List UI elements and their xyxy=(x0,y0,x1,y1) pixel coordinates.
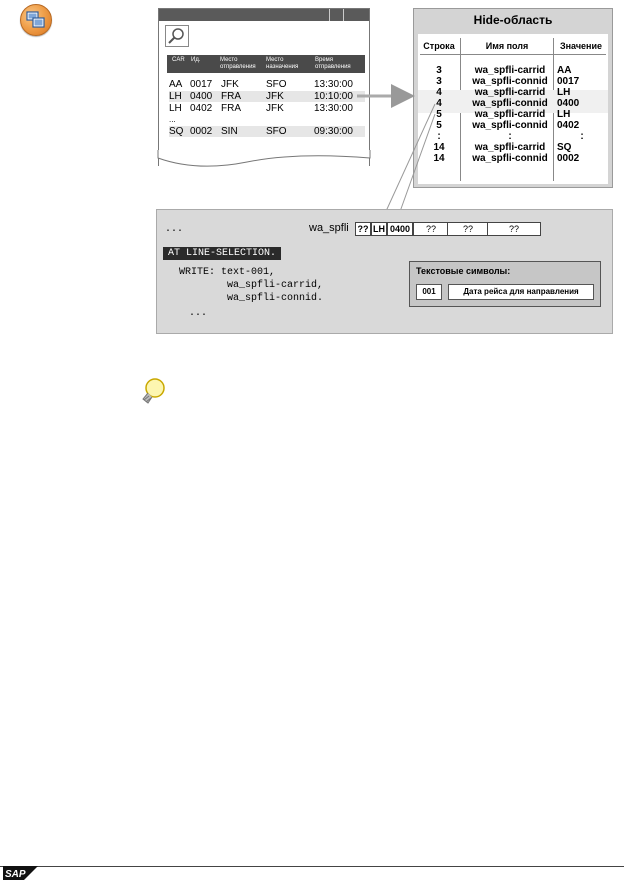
cell-time: 13:30:00 xyxy=(314,79,353,90)
write-line: WRITE: text-001, xyxy=(179,267,276,278)
cell-to: SFO xyxy=(266,126,287,137)
list-ellipsis: ... xyxy=(169,115,176,124)
sap-logo xyxy=(3,866,38,880)
hide-cell-value: AA xyxy=(557,65,572,76)
text-symbol-id: 001 xyxy=(416,284,442,300)
wa-cell: ?? xyxy=(447,222,488,236)
hide-cell-line: 5 xyxy=(436,120,442,131)
lightbulb-icon xyxy=(140,377,166,407)
wa-cell: LH xyxy=(373,224,385,234)
hide-cell-value: 0017 xyxy=(557,76,580,87)
hide-cell-field: wa_spfli-connid xyxy=(472,76,548,87)
cell-to: JFK xyxy=(266,103,284,114)
svg-text:SAP: SAP xyxy=(5,869,26,880)
hide-cell-value: SQ xyxy=(557,142,572,153)
hide-cell-value: 0402 xyxy=(557,120,580,131)
arrow-carrid xyxy=(382,104,435,220)
wa-cell: 0400 xyxy=(387,222,413,236)
cell-to: SFO xyxy=(266,79,287,90)
hide-cell-line: 3 xyxy=(436,76,442,87)
wa-cell: ?? xyxy=(413,222,448,236)
hide-header-line: Строка xyxy=(423,41,455,51)
hide-cell-field: wa_spfli-carrid xyxy=(474,65,546,76)
work-area-label: wa_spfli xyxy=(309,222,349,234)
hide-header-value: Значение xyxy=(559,41,603,51)
hide-cell-value: 0002 xyxy=(557,153,580,164)
cell-carrier: SQ xyxy=(169,126,184,137)
code-ellipsis-bottom: ... xyxy=(189,308,208,319)
cell-from: SIN xyxy=(221,126,238,137)
cell-carrier: AA xyxy=(169,79,183,90)
cell-id: 0002 xyxy=(190,126,213,137)
hide-cell-field: wa_spfli-connid xyxy=(472,120,548,131)
column-header: Время отправления xyxy=(315,57,351,70)
code-ellipsis-top: ... xyxy=(165,224,184,235)
column-header: Ид. xyxy=(191,57,201,63)
cell-carrier: LH xyxy=(169,91,182,102)
text-symbol-text: Дата рейса для направления xyxy=(448,284,594,300)
cell-id: 0402 xyxy=(190,103,213,114)
hide-cell-field: wa_spfli-connid xyxy=(472,153,548,164)
hide-area-title: Hide-область xyxy=(473,13,553,27)
wa-cell: ?? xyxy=(355,222,371,236)
cell-carrier: LH xyxy=(169,103,182,114)
hide-cell-line: 14 xyxy=(433,142,445,153)
hide-cell-field: wa_spfli-connid xyxy=(472,98,548,109)
column-header: Место назначения xyxy=(266,57,299,70)
hide-cell-line: 4 xyxy=(436,98,442,109)
cell-time: 13:30:00 xyxy=(314,103,353,114)
wa-cell: ?? xyxy=(487,222,541,236)
arrow-connid xyxy=(397,114,435,220)
hide-cell-line: 3 xyxy=(436,65,442,76)
column-header: CAR xyxy=(172,57,185,63)
hide-cell-field: wa_spfli-carrid xyxy=(474,142,546,153)
write-line: wa_spfli-carrid, xyxy=(227,280,324,291)
hide-cell-field: wa_spfli-carrid xyxy=(474,109,546,120)
hide-cell-value: LH xyxy=(557,109,571,120)
cell-from: FRA xyxy=(221,103,241,114)
column-header: Место отправления xyxy=(220,57,256,70)
hide-cell-field: wa_spfli-carrid xyxy=(474,87,546,98)
cell-from: JFK xyxy=(221,79,239,90)
hide-cell-value: : xyxy=(580,131,584,142)
hide-cell-value: LH xyxy=(557,87,571,98)
cell-time: 10:10:00 xyxy=(314,91,353,102)
footer-divider xyxy=(0,866,624,867)
text-symbols-panel xyxy=(409,261,601,307)
write-line: wa_spfli-connid. xyxy=(227,293,324,304)
text-symbols-title: Текстовые символы: xyxy=(416,266,511,276)
code-panel xyxy=(156,209,613,334)
hide-cell-value: 0400 xyxy=(557,98,580,109)
hide-cell-field: : xyxy=(508,131,512,142)
cell-time: 09:30:00 xyxy=(314,126,353,137)
event-keyword: AT LINE-SELECTION. xyxy=(163,247,281,260)
hide-header-field: Имя поля xyxy=(485,41,529,51)
hide-cell-line: 14 xyxy=(433,153,445,164)
cell-from: FRA xyxy=(221,91,241,102)
cell-id: 0017 xyxy=(190,79,213,90)
cell-to: JFK xyxy=(266,91,284,102)
cell-id: 0400 xyxy=(190,91,213,102)
hide-cell-line: : xyxy=(437,131,441,142)
hide-cell-line: 5 xyxy=(436,109,442,120)
hide-cell-line: 4 xyxy=(436,87,442,98)
